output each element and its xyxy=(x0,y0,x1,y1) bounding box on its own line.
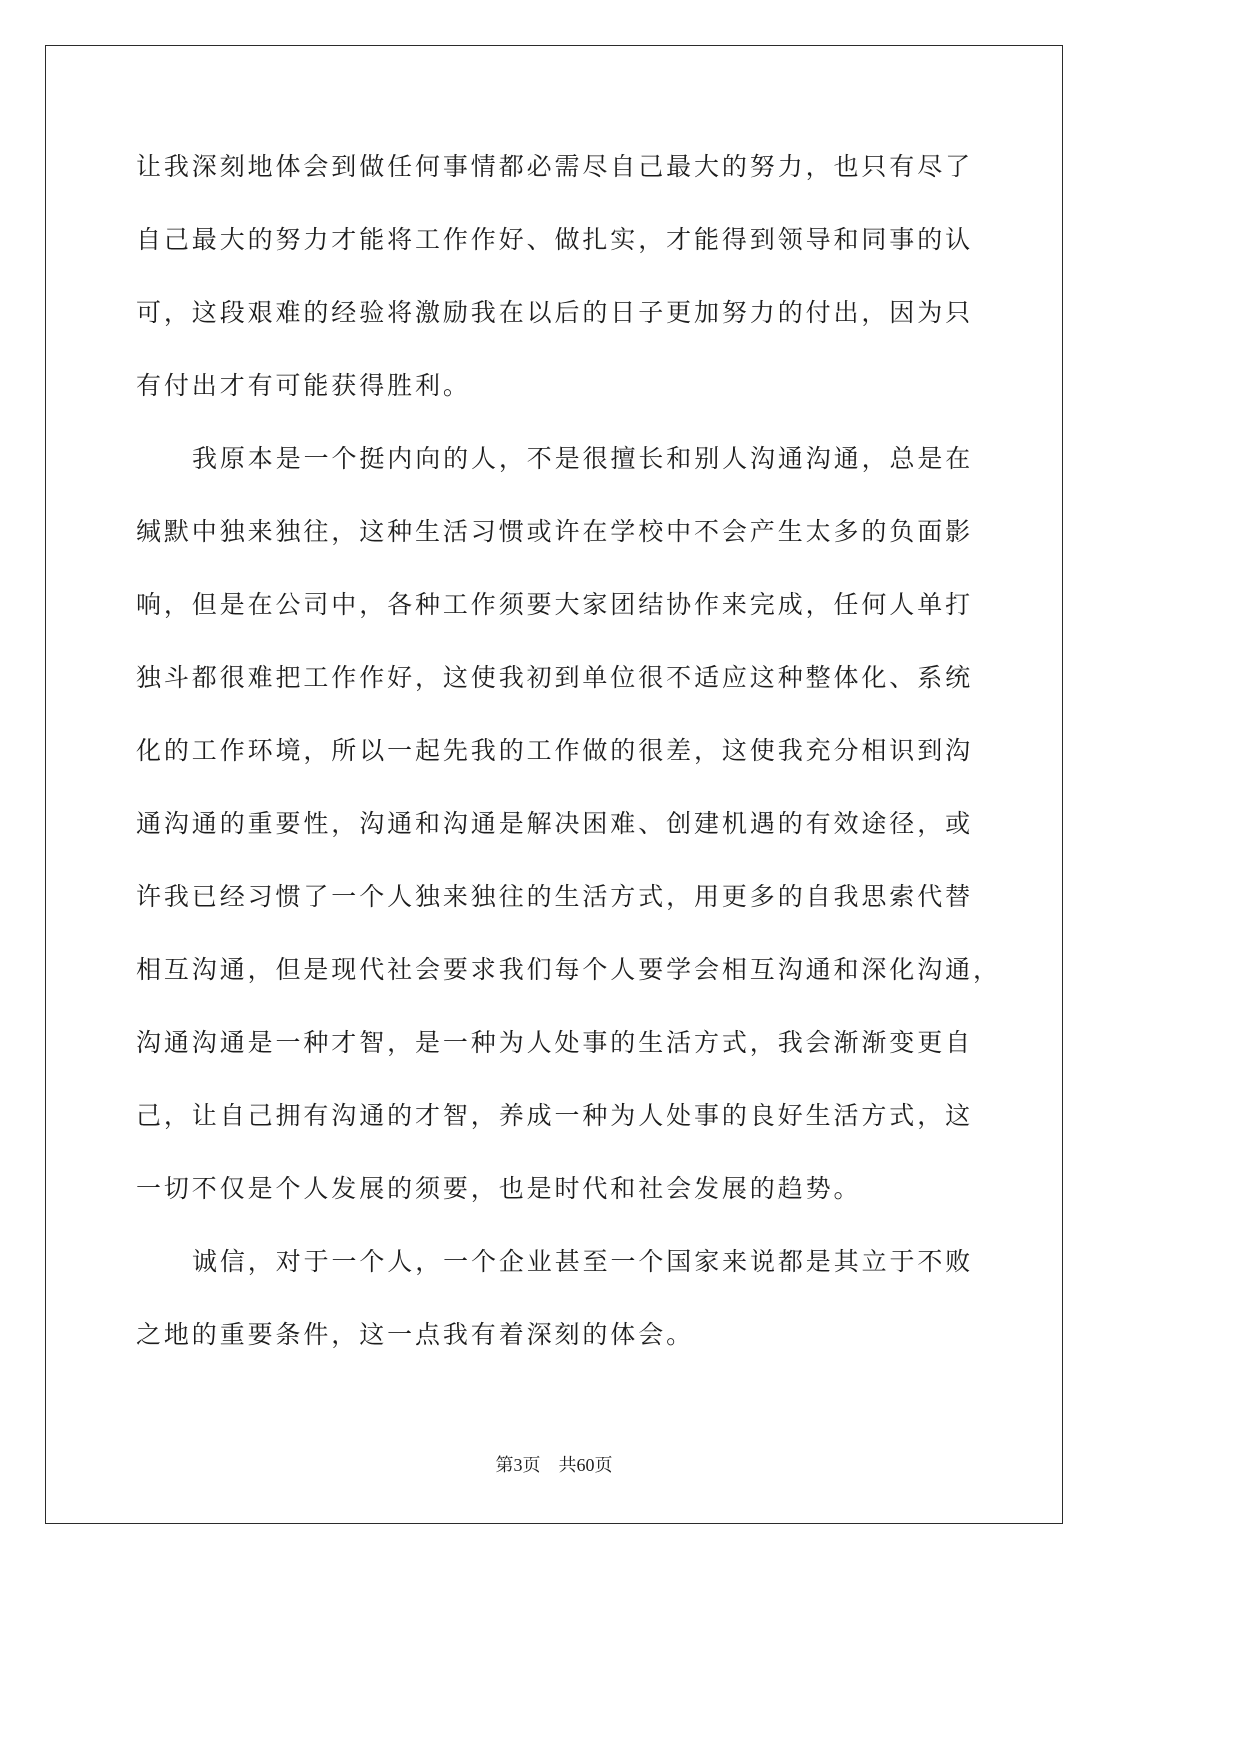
text-line: 诚信，对于一个人，一个企业甚至一个国家来说都是其立于不败 xyxy=(192,1247,974,1276)
text-line: 自己最大的努力才能将工作作好、做扎实，才能得到领导和同事的认 xyxy=(136,225,974,254)
text-line: 之地的重要条件，这一点我有着深刻的体会。 xyxy=(136,1320,695,1349)
text-line: 通沟通的重要性，沟通和沟通是解决困难、创建机遇的有效途径，或 xyxy=(136,809,974,838)
text-line: 许我已经习惯了一个人独来独往的生活方式，用更多的自我思索代替 xyxy=(136,882,974,911)
text-line: 沟通沟通是一种才智，是一种为人处事的生活方式，我会渐渐变更自 xyxy=(136,1028,974,1057)
text-line: 一切不仅是个人发展的须要，也是时代和社会发展的趋势。 xyxy=(136,1174,862,1203)
page-total: 共60页 xyxy=(558,1455,613,1475)
text-line: 己，让自己拥有沟通的才智，养成一种为人处事的良好生活方式，这 xyxy=(136,1101,974,1130)
text-line: 让我深刻地体会到做任何事情都必需尽自己最大的努力，也只有尽了 xyxy=(136,152,974,181)
paragraph-1 xyxy=(136,130,972,422)
text-line: 响，但是在公司中，各种工作须要大家团结协作来完成，任何人单打 xyxy=(136,590,974,619)
text-line: 相互沟通，但是现代社会要求我们每个人要学会相互沟通和深化沟通， xyxy=(136,955,1001,984)
text-line: 独斗都很难把工作作好，这使我初到单位很不适应这种整体化、系统 xyxy=(136,663,974,692)
text-line: 化的工作环境，所以一起先我的工作做的很差，这使我充分相识到沟 xyxy=(136,736,974,765)
document-body xyxy=(136,130,1001,1371)
page-footer xyxy=(45,1452,1063,1478)
page-number: 第3页 xyxy=(495,1455,541,1475)
text-line: 可，这段艰难的经验将激励我在以后的日子更加努力的付出，因为只 xyxy=(136,298,974,327)
text-line: 有付出才有可能获得胜利。 xyxy=(136,371,471,400)
text-line: 我原本是一个挺内向的人，不是很擅长和别人沟通沟通，总是在 xyxy=(192,444,974,473)
text-line: 缄默中独来独往，这种生活习惯或许在学校中不会产生太多的负面影 xyxy=(136,517,974,546)
paragraph-3 xyxy=(136,1225,972,1371)
paragraph-2 xyxy=(136,422,1001,1225)
